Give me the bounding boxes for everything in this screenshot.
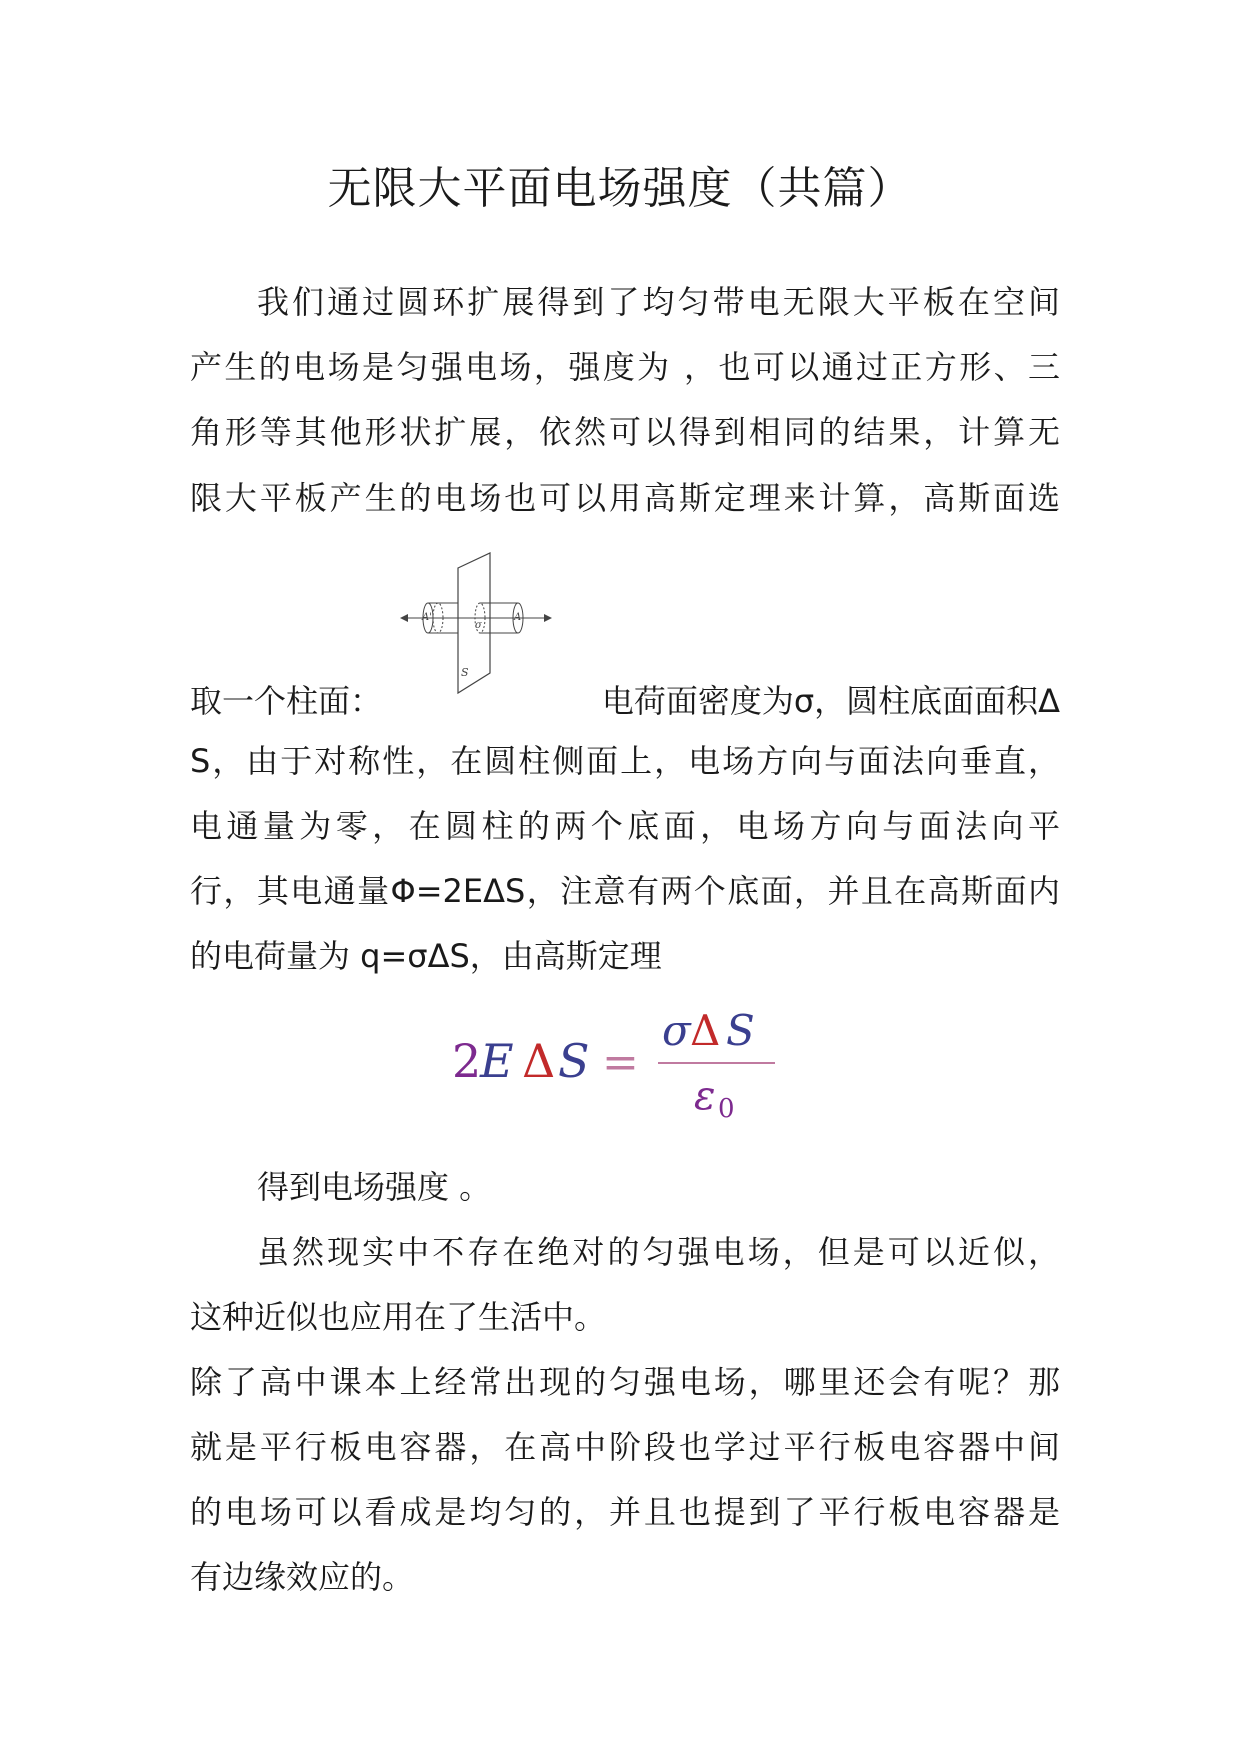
formula-den-subscript: 0 xyxy=(718,1094,735,1124)
paragraph-line: 的电场可以看成是均匀的，并且也提到了平行板电容器是 xyxy=(190,1493,1060,1531)
paragraph-line: 的电荷量为 q=σΔS，由高斯定理 xyxy=(190,937,662,975)
page-title: 无限大平面电场强度（共篇） xyxy=(327,163,913,214)
paragraph-line: 得到电场强度 。 xyxy=(257,1168,492,1206)
formula-lhs-s: S xyxy=(558,1034,590,1088)
formula-lhs-e: E xyxy=(480,1034,514,1088)
paragraph-line: 有边缘效应的。 xyxy=(190,1558,415,1596)
formula-num-delta: Δ xyxy=(690,1006,721,1055)
gauss-cylinder-diagram xyxy=(398,548,558,708)
paragraph-line: 行，其电通量Φ=2EΔS，注意有两个底面，并且在高斯面内 xyxy=(190,872,1060,910)
paragraph-line: 虽然现实中不存在绝对的匀强电场，但是可以近似， xyxy=(257,1233,1060,1271)
gauss-law-formula xyxy=(450,1005,790,1125)
formula-num-s: S xyxy=(726,1006,755,1055)
formula-lhs-delta: Δ xyxy=(522,1034,556,1088)
figure-label-sigma: σ xyxy=(475,620,482,631)
paragraph-line: 除了高中课本上经常出现的匀强电场，哪里还会有呢？那 xyxy=(190,1363,1060,1401)
paragraph-line: 限大平板产生的电场也可以用高斯定理来计算，高斯面选 xyxy=(190,479,1060,517)
figure-label-a: A xyxy=(514,612,522,623)
formula-den-epsilon: ε xyxy=(694,1073,716,1119)
figure-label-s: S xyxy=(461,666,469,679)
paragraph-line-left: 取一个柱面： xyxy=(190,682,383,720)
paragraph-line: S，由于对称性，在圆柱侧面上，电场方向与面法向垂直， xyxy=(190,742,1060,780)
formula-num-sigma: σ xyxy=(662,1006,691,1055)
paragraph-line: 这种近似也应用在了生活中。 xyxy=(190,1298,607,1336)
paragraph-line: 就是平行板电容器，在高中阶段也学过平行板电容器中间 xyxy=(190,1428,1060,1466)
paragraph-line: 电通量为零，在圆柱的两个底面，电场方向与面法向平 xyxy=(190,807,1060,845)
formula-lhs-2: 2 xyxy=(452,1034,482,1088)
paragraph-line: 角形等其他形状扩展，依然可以得到相同的结果，计算无 xyxy=(190,413,1060,451)
paragraph-line: 我们通过圆环扩展得到了均匀带电无限大平板在空间 xyxy=(257,283,1060,321)
gauss-cylinder-figure xyxy=(398,548,558,708)
figure-label-a-prime: A' xyxy=(422,612,432,623)
paragraph-line: 产生的电场是匀强电场，强度为 ，也可以通过正方形、三 xyxy=(190,348,1060,386)
formula-equals: = xyxy=(602,1037,639,1088)
formula-graphic xyxy=(450,1005,790,1125)
paragraph-line-right: 电荷面密度为σ，圆柱底面面积Δ xyxy=(601,682,1060,720)
